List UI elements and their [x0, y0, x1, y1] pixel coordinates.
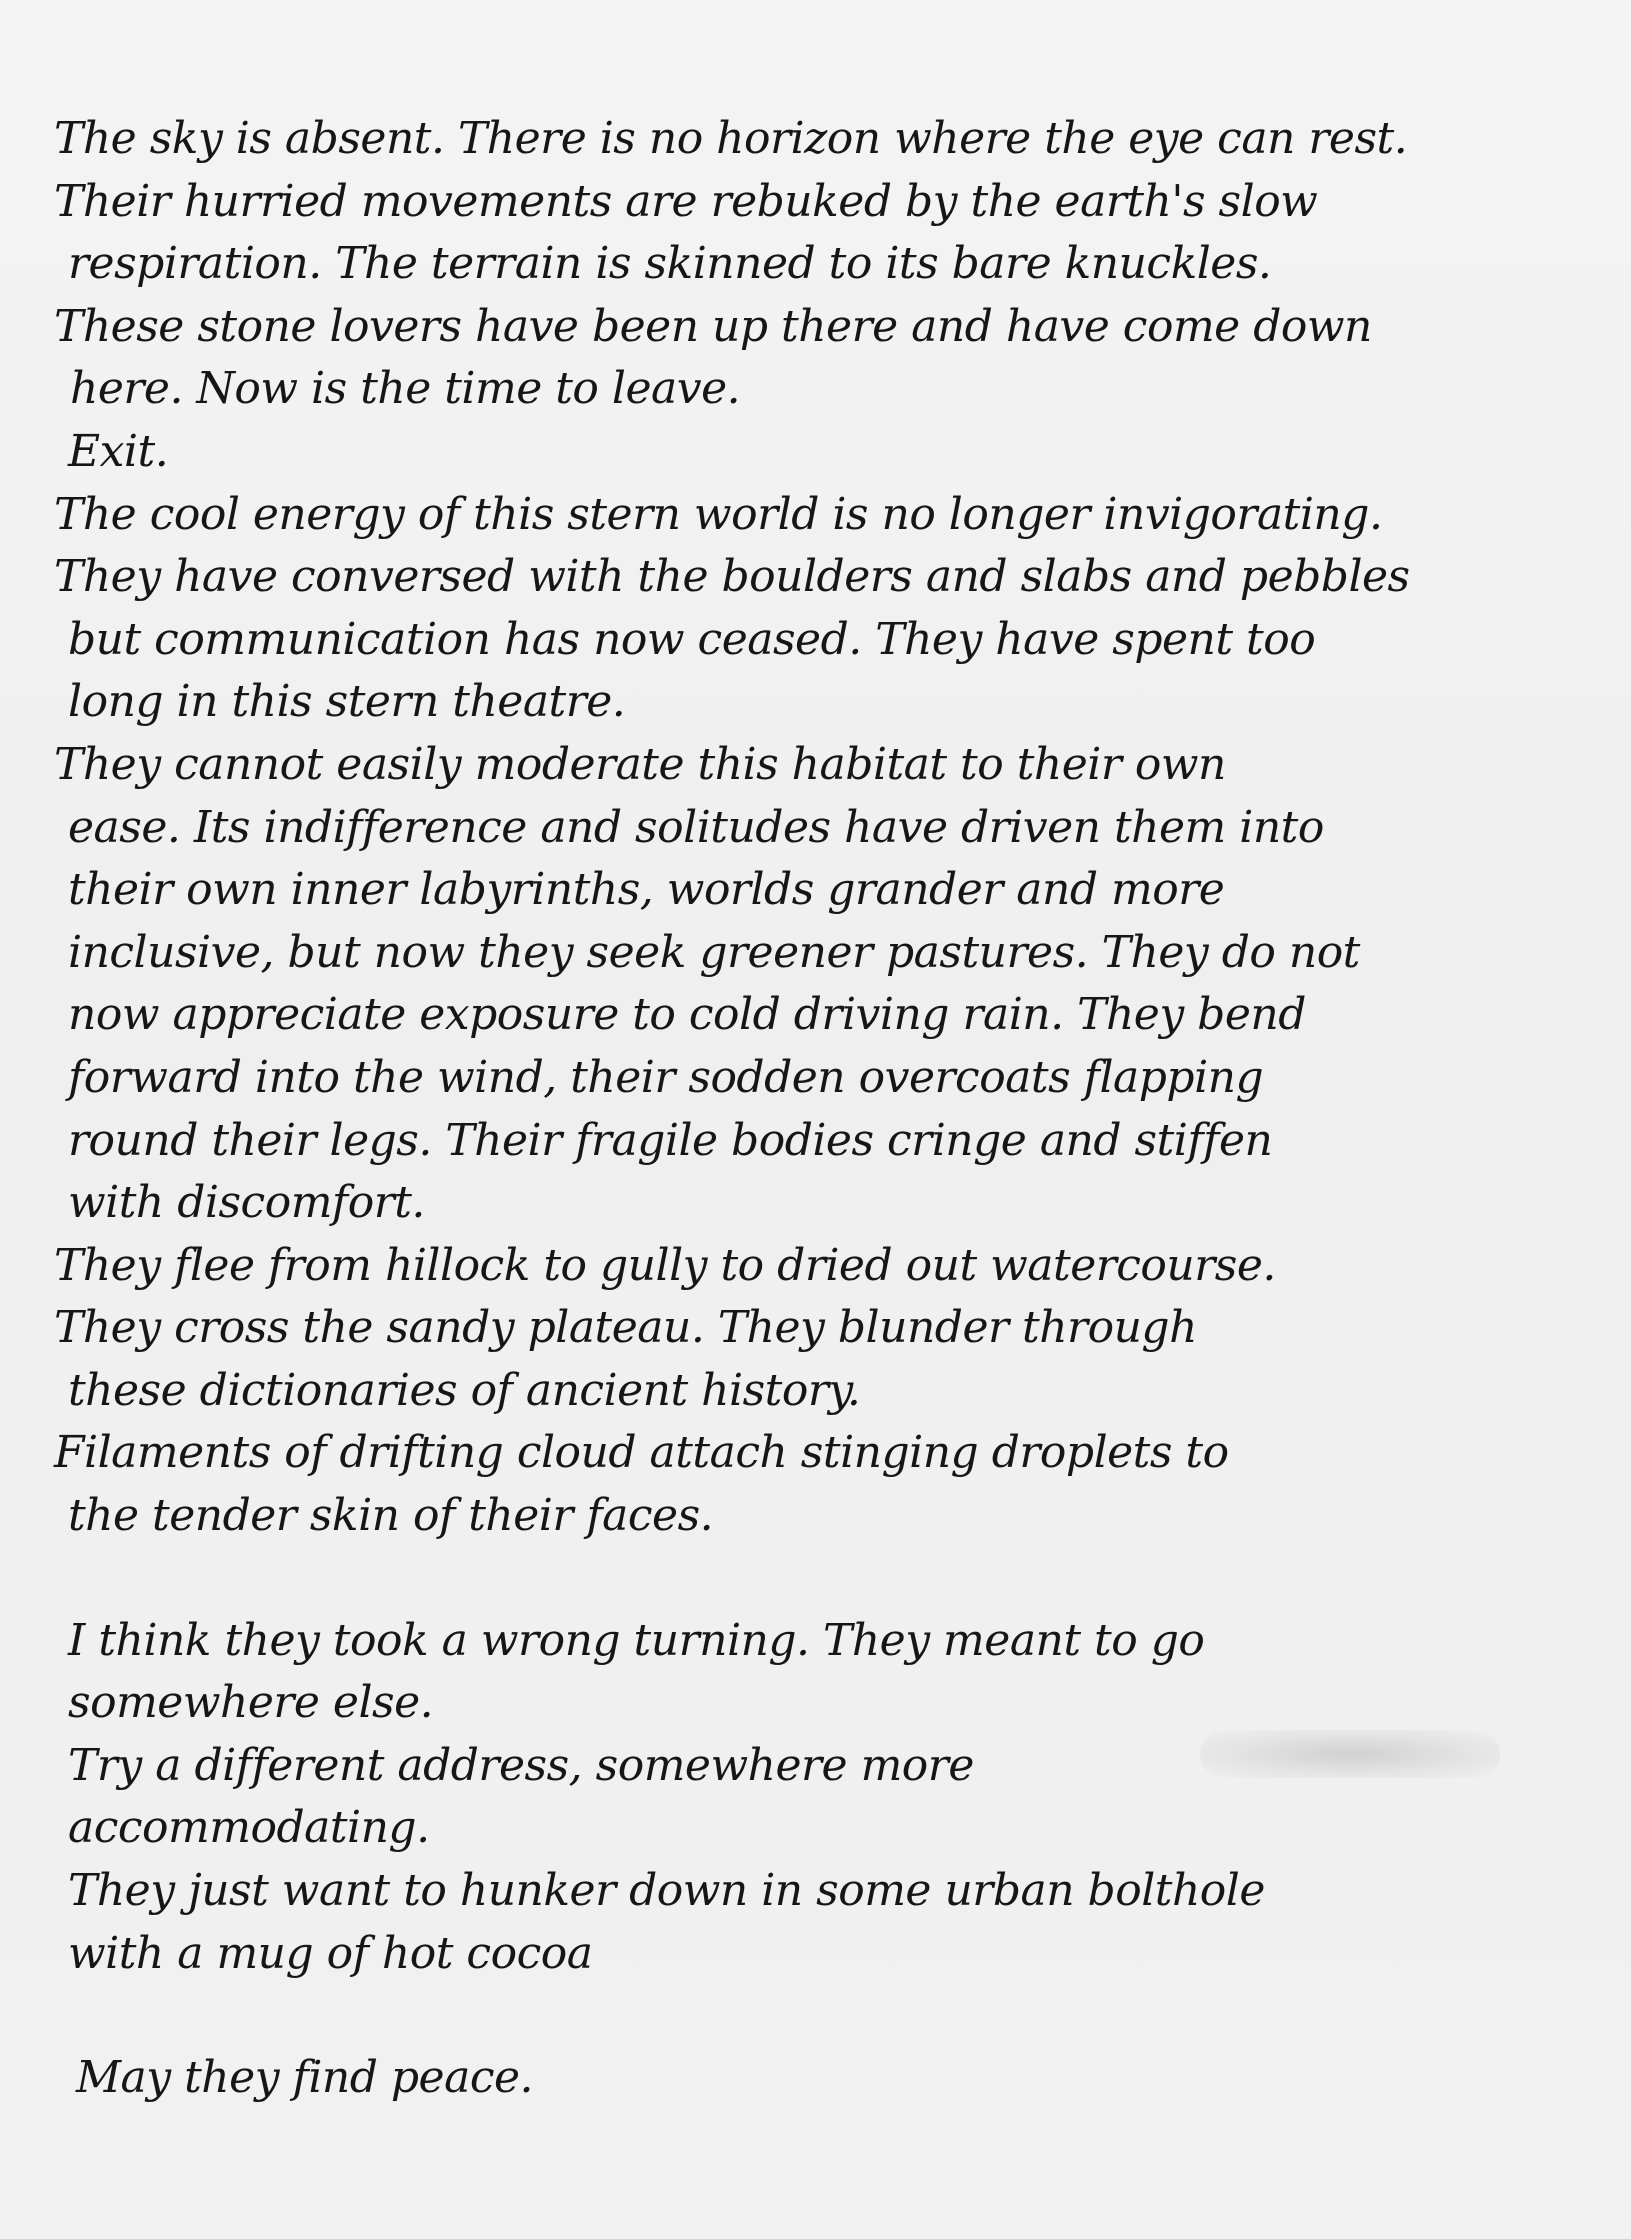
poem-line: round their legs. Their fragile bodies cringe and stiffen: [68, 1114, 1273, 1166]
poem-line: now appreciate exposure to cold driving rain. They bend: [68, 989, 1306, 1041]
poem-line: I think they took a wrong turning. They meant to go: [68, 1614, 1205, 1666]
poem-line: long in this stern theatre.: [68, 676, 626, 728]
poem-line: Try a different address, somewhere more: [68, 1739, 974, 1791]
poem-line: May they find peace.: [76, 2052, 533, 2104]
poem-line: They cannot easily moderate this habitat to their own: [54, 738, 1226, 790]
poem-line: inclusive, but now they seek greener pastures. They do not: [68, 926, 1360, 978]
poem-line: Exit.: [68, 425, 169, 477]
poem-line: their own inner labyrinths, worlds grander and more: [68, 864, 1225, 916]
poem-line: Filaments of drifting cloud attach stinging droplets to: [54, 1427, 1229, 1479]
poem-line: The cool energy of this stern world is no longer invigorating.: [54, 488, 1383, 540]
poem-line: They cross the sandy plateau. They blunder through: [54, 1302, 1197, 1354]
handwritten-poem: [54, 108, 1614, 2110]
poem-line: somewhere else.: [68, 1677, 434, 1729]
poem-line: forward into the wind, their sodden overcoats flapping: [68, 1051, 1264, 1103]
poem-line: accommodating.: [68, 1802, 430, 1854]
poem-line: They flee from hillock to gully to dried out watercourse.: [54, 1239, 1276, 1291]
paragraph-gap: [54, 1548, 1614, 1610]
poem-line: here. Now is the time to leave.: [70, 363, 741, 415]
paragraph-gap: [54, 1985, 1614, 2047]
poem-line: but communication has now ceased. They have spent too: [68, 613, 1316, 665]
poem-line: Their hurried movements are rebuked by the earth's slow: [54, 175, 1318, 227]
poem-line: these dictionaries of ancient history.: [68, 1364, 861, 1416]
poem-line: the tender skin of their faces.: [68, 1490, 714, 1542]
poem-line: They have conversed with the boulders and slabs and pebbles: [54, 551, 1410, 603]
poem-line: They just want to hunker down in some urban bolthole: [68, 1865, 1265, 1917]
poem-line: The sky is absent. There is no horizon where the eye can rest.: [54, 113, 1408, 164]
poem-line: respiration. The terrain is skinned to its bare knuckles.: [68, 238, 1272, 290]
poem-line: These stone lovers have been up there and have come down: [54, 300, 1372, 352]
poem-line: with a mug of hot cocoa: [68, 1927, 593, 1979]
poem-line: with discomfort.: [68, 1177, 425, 1229]
poem-line: ease. Its indifference and solitudes have driven them into: [68, 801, 1324, 853]
